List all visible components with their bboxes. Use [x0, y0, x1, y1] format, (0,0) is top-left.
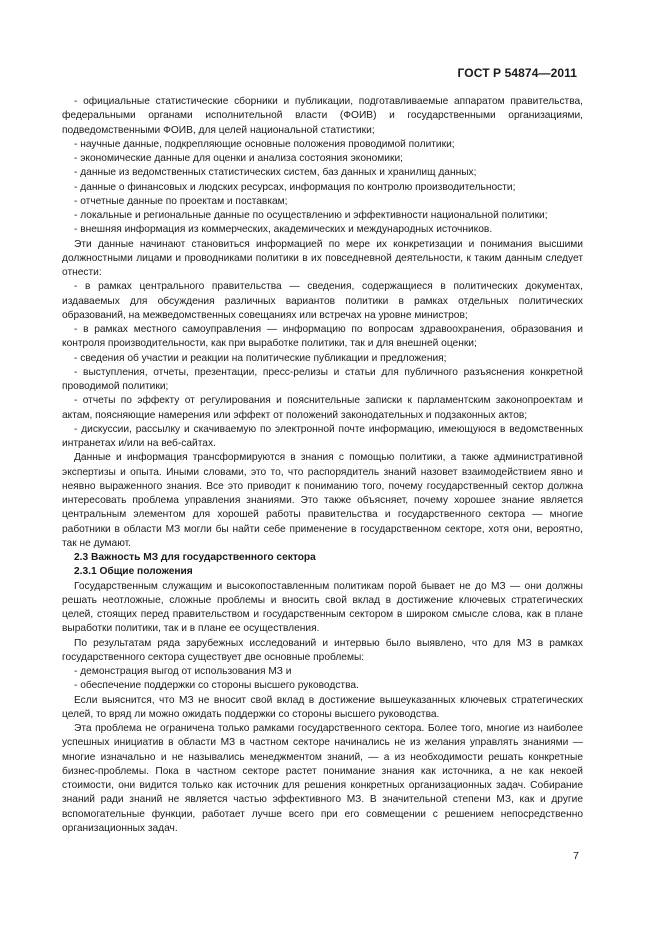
paragraph: - локальные и региональные данные по осуществлению и эффективности национальной политики; [74, 210, 548, 221]
subsection-heading: 2.3.1 Общие положения [74, 566, 193, 578]
paragraph: - официальные статистические сборники и публикации, подготавливаемые аппаратом правительства, федеральными органами исполнительной власти (ФОИВ) и государственными организациями, подведомственными ФОИВ, для целей национальной статистики; [62, 96, 583, 136]
paragraph: - данные из ведомственных статистических систем, баз данных и хранилищ данных; [74, 167, 477, 179]
paragraph: По результатам ряда зарубежных исследований и интервью было выявлено, что для МЗ в рамках государственного сектора существует две основные проблемы: [62, 637, 583, 663]
paragraph: - научные данные, подкрепляющие основные положения проводимой политики; [74, 138, 455, 150]
paragraph: - дискуссии, рассылку и скачиваемую по электронной почте информацию, имеющуюся в ведомственных интранетах и/или на веб-сайтах. [62, 423, 583, 449]
paragraph: - выступления, отчеты, презентации, пресс-релизы и статьи для публичного разъяснения конкретной проводимой политики; [62, 366, 583, 392]
paragraph: - экономические данные для оценки и анализа состояния экономики; [74, 153, 403, 164]
page-number: 7 [573, 850, 579, 862]
paragraph: Эта проблема не ограничена только рамками государственного сектора. Более того, многие из наиболее успешных инициатив в области МЗ в частном секторе начинались не из желания управлять знаниями — многие изначально и не назывались менеджментом знаний, — а из необходимости решать конкретные бизнес-проблемы. Пока в частном секторе растет понимание знания как источника, а не как некоей стоимости, они видится только как источник для решения конкретных организационных задач. Собирание знаний ради знаний не является частью эффективного МЗ. В значительной степени МЗ, как и другие вспомогательные функции, работает лучше всего при его совмещении с решением непосредственно организационных задач. [62, 723, 583, 834]
paragraph: - отчетные данные по проектам и поставкам; [74, 195, 288, 207]
paragraph: Эти данные начинают становиться информацией по мере их конкретизации и понимания высшими должностными лицами и проводниками политики в их повседневной деятельности, к таким данным следует отнести: [62, 238, 583, 278]
paragraph: - данные о финансовых и людских ресурсах, информация по контролю производительности; [74, 181, 516, 193]
paragraph: - демонстрация выгод от использования МЗ и [74, 666, 292, 677]
document-code: ГОСТ Р 54874—2011 [457, 66, 577, 80]
paragraph: - внешняя информация из коммерческих, академических и международных источников. [74, 224, 493, 236]
paragraph: Если выяснится, что МЗ не вносит свой вклад в достижение вышеуказанных ключевых стратегических целей, то вряд ли можно ожидать поддержки со стороны высшего руководства. [62, 694, 583, 720]
document-body [62, 95, 583, 836]
paragraph: - в рамках местного самоуправления — информацию по вопросам здравоохранения, образования и контроля производительности, как при выработке политики, так и для внешней оценки; [62, 324, 583, 350]
paragraph: - в рамках центрального правительства — сведения, содержащиеся в политических документах, издаваемых для обсуждения различных вариантов политики в рамках отдельных политических образований, на межведомственных совещаниях или встречах на уровне министров; [62, 281, 583, 321]
section-heading: 2.3 Важность МЗ для государственного сектора [74, 552, 316, 563]
paragraph: Государственным служащим и высокопоставленным политикам порой бывает не до МЗ — они должны решать неотложные, сложные проблемы и вносить свой вклад в достижение ключевых стратегических целей, стоящих перед правительством и государственным сектором в широком смысле слова, как в плане выработки политики, так и в плане ее осуществления. [62, 580, 583, 635]
paragraph: Данные и информация трансформируются в знания с помощью политики, а также административной экспертизы и опыта. Иными словами, это то, что распорядитель знаний назовет взаимодействием явно и неявно выраженного знания. Все это приводит к пониманию того, почему государственный сектор должна интересовать проблема управления знаниями. Это также объясняет, почему хорошее знание является центральным элементом для хорошей работы правительства и государственного сектора — многие работники в области МЗ могли бы найти себе применение в государственном секторе, хотя они, вероятно, так не думают. [62, 452, 583, 549]
paragraph: - обеспечение поддержки со стороны высшего руководства. [74, 680, 359, 692]
paragraph: - отчеты по эффекту от регулирования и пояснительные записки к парламентским законопроектам и актам, поясняющие намерения или эффект от положений законодательных и подзаконных актов; [62, 395, 583, 421]
paragraph: - сведения об участии и реакции на политические публикации и предложения; [74, 352, 447, 364]
